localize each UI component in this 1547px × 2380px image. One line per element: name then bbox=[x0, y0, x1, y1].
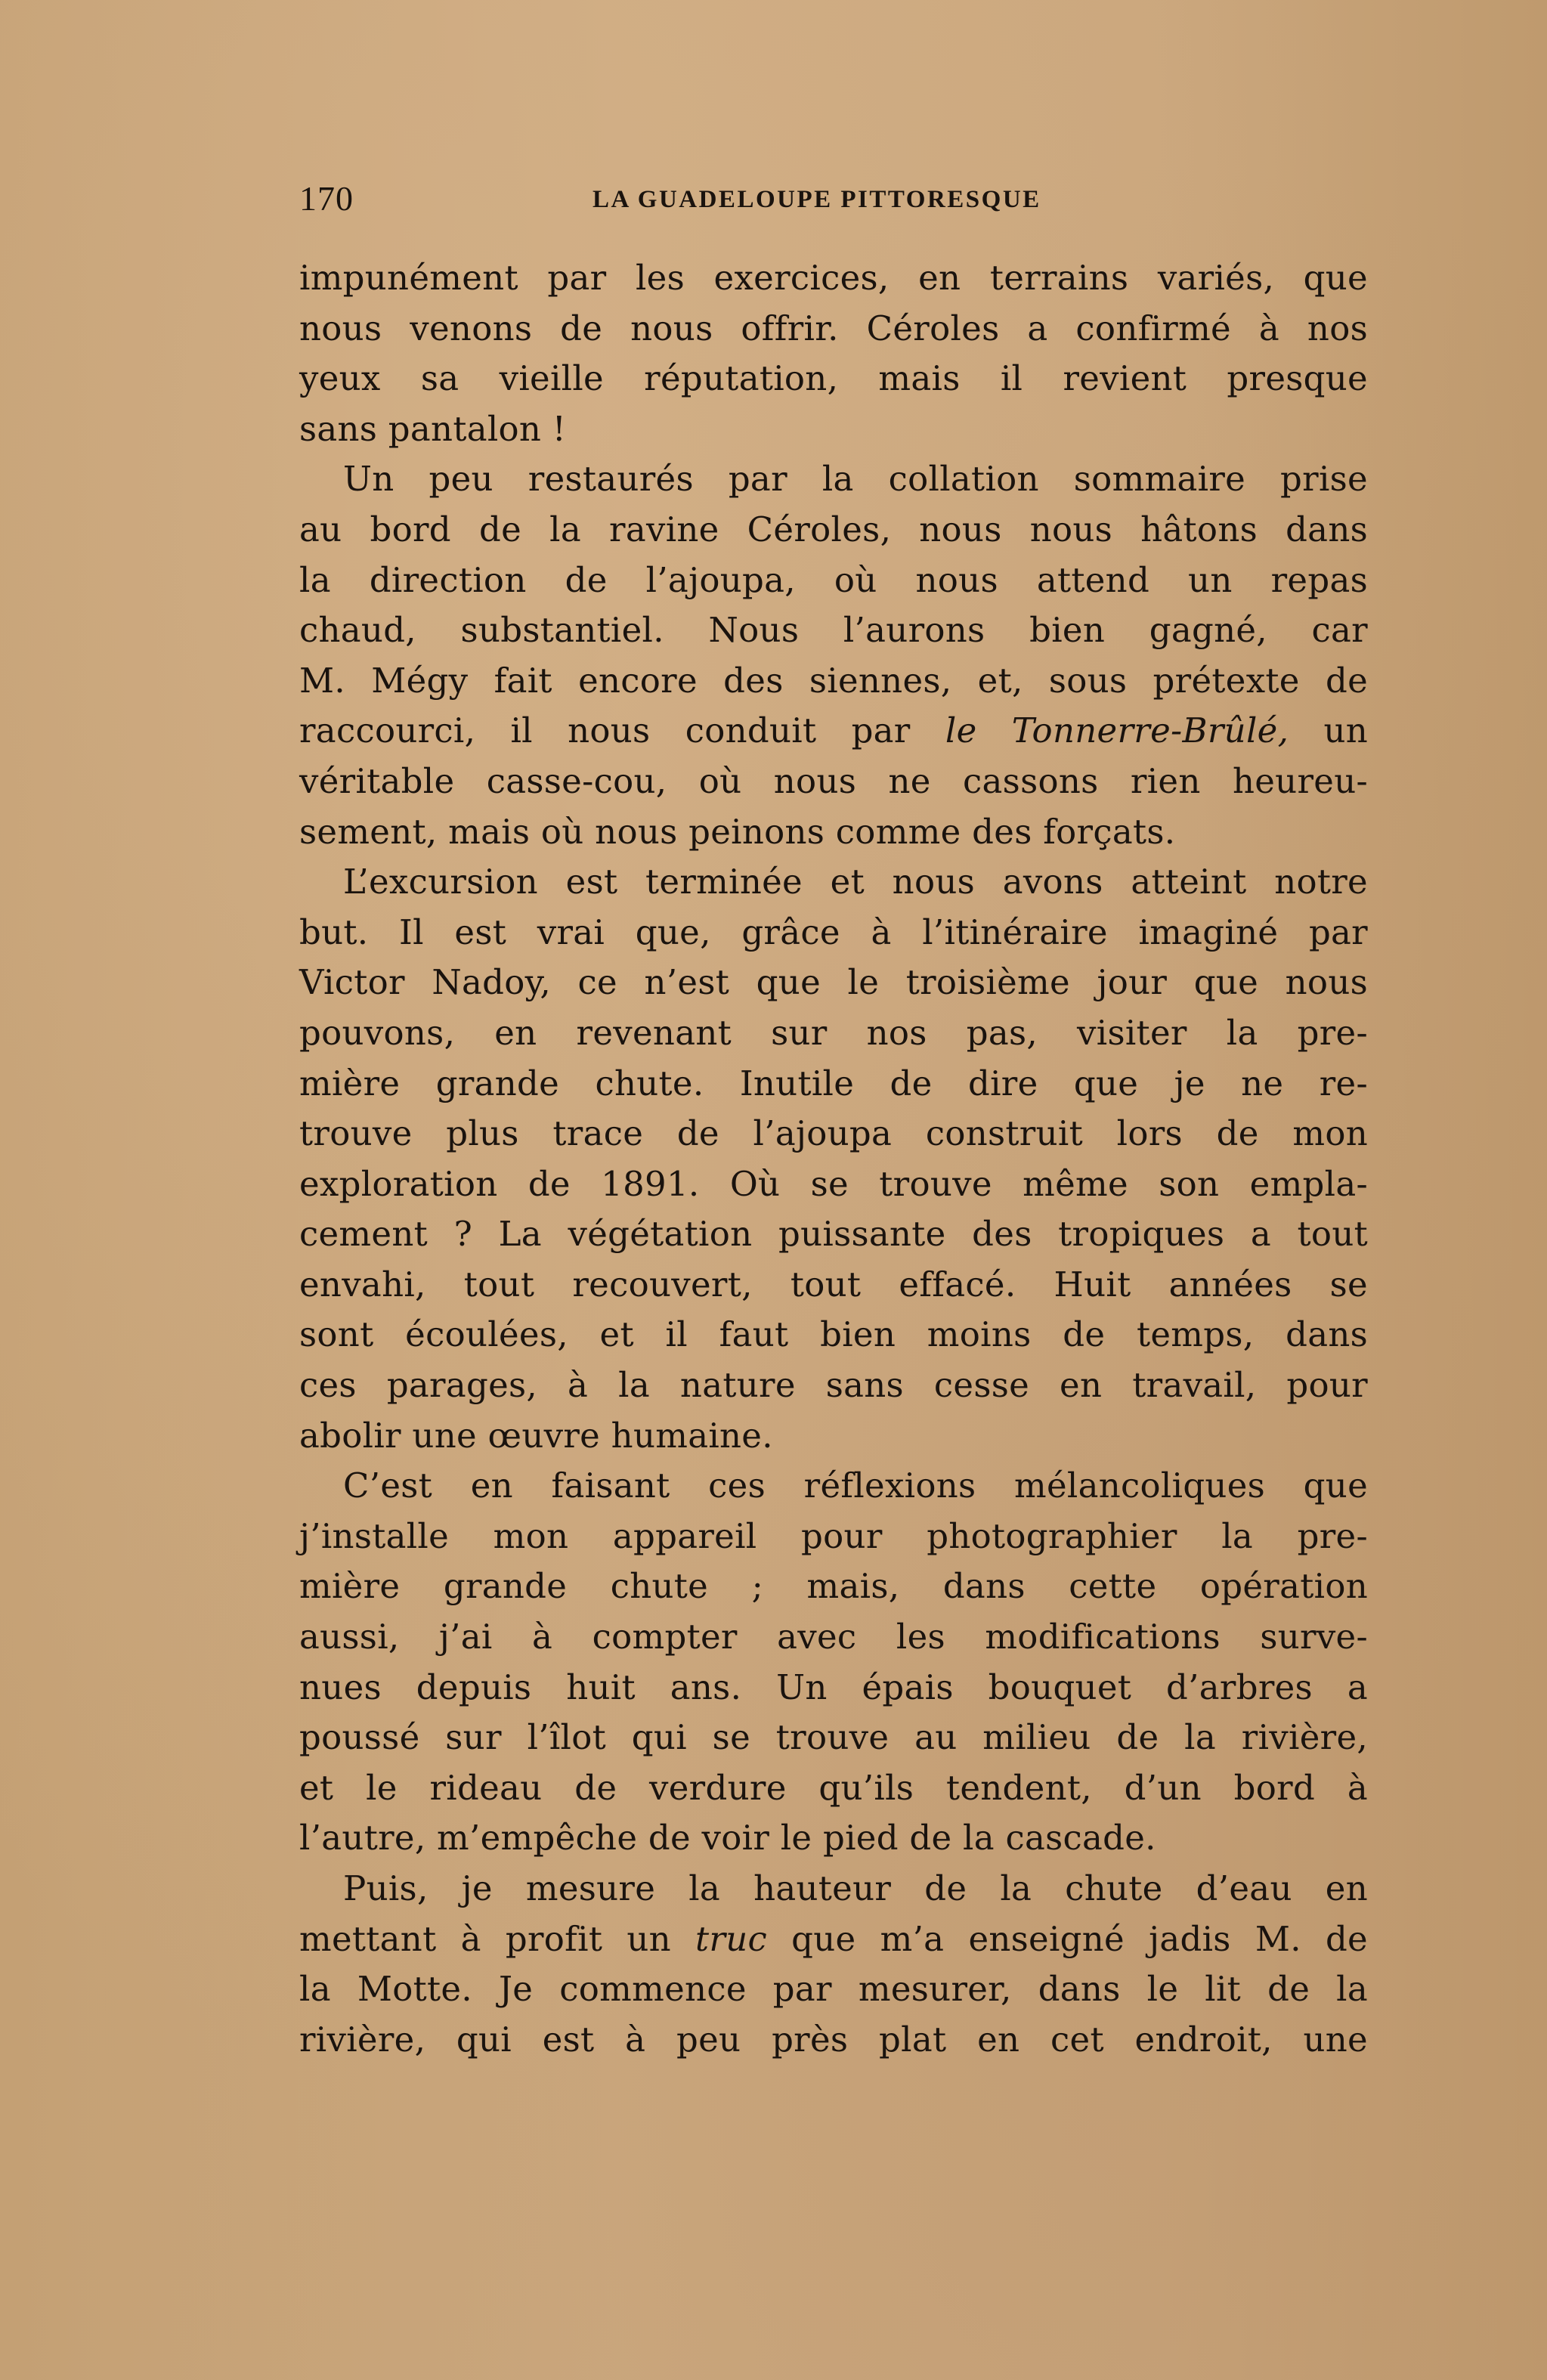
text-line: Victor Nadoy, ce n’est que le troisième jour que nous bbox=[299, 962, 1368, 1003]
text-line: envahi, tout recouvert, tout effacé. Huit années se bbox=[299, 1264, 1368, 1305]
text-line: exploration de 1891. Où se trouve même son empla- bbox=[299, 1163, 1368, 1204]
text-line: nous venons de nous offrir. Céroles a confirmé à nos bbox=[299, 308, 1368, 348]
line-text-pre: raccourci, il nous conduit par bbox=[299, 710, 945, 751]
text-line: sans pantalon ! bbox=[299, 408, 567, 449]
text-line: la direction de l’ajoupa, où nous attend un repas bbox=[299, 559, 1368, 600]
page-header bbox=[299, 176, 1372, 221]
text-line: et le rideau de verdure qu’ils tendent, d’un bord à bbox=[299, 1767, 1368, 1808]
text-line: chaud, substantiel. Nous l’aurons bien gagné, car bbox=[299, 610, 1368, 651]
text-line: véritable casse-cou, où nous ne cassons rien heureu- bbox=[299, 760, 1368, 801]
text-line: sont écoulées, et il faut bien moins de temps, dans bbox=[299, 1314, 1368, 1355]
body-text bbox=[299, 253, 1368, 2065]
text-line: l’autre, m’empêche de voir le pied de la cascade. bbox=[299, 1818, 1156, 1859]
text-line bbox=[299, 1914, 1368, 1965]
text-line: Un peu restaurés par la collation sommaire prise bbox=[343, 459, 1368, 500]
text-line: pouvons, en revenant sur nos pas, visiter la pre- bbox=[299, 1012, 1368, 1053]
text-line: rivière, qui est à peu près plat en cet endroit, une bbox=[299, 2019, 1368, 2060]
line-text-post: que m’a enseigné jadis M. de bbox=[767, 1918, 1368, 1959]
line-text-post: un bbox=[1289, 710, 1369, 751]
text-line: impunément par les exercices, en terrains variés, que bbox=[299, 258, 1368, 298]
text-line: la Motte. Je commence par mesurer, dans le lit de la bbox=[299, 1969, 1368, 2010]
place-name-italic: le Tonnerre-Brûlé, bbox=[945, 710, 1289, 751]
text-line: M. Mégy fait encore des siennes, et, sous prétexte de bbox=[299, 660, 1368, 701]
text-line: sement, mais où nous peinons comme des forçats. bbox=[299, 811, 1176, 852]
text-line: but. Il est vrai que, grâce à l’itinéraire imaginé par bbox=[299, 911, 1368, 952]
text-line bbox=[299, 706, 1368, 757]
text-line: cement ? La végétation puissante des tropiques a tout bbox=[299, 1214, 1368, 1255]
text-line: poussé sur l’îlot qui se trouve au milieu de la rivière, bbox=[299, 1717, 1368, 1758]
text-line: nues depuis huit ans. Un épais bouquet d’arbres a bbox=[299, 1667, 1368, 1707]
text-line: mière grande chute ; mais, dans cette opération bbox=[299, 1566, 1368, 1607]
text-line: j’installe mon appareil pour photographier la pre- bbox=[299, 1515, 1368, 1556]
text-line: Puis, je mesure la hauteur de la chute d’eau en bbox=[343, 1868, 1368, 1908]
running-title: LA GUADELOUPE PITTORESQUE bbox=[593, 186, 1041, 213]
italic-word: truc bbox=[695, 1918, 768, 1959]
line-text-pre: mettant à profit un bbox=[299, 1918, 696, 1959]
text-line: ces parages, à la nature sans cesse en travail, pour bbox=[299, 1365, 1368, 1406]
text-line: abolir une œuvre humaine. bbox=[299, 1415, 773, 1456]
text-line: trouve plus trace de l’ajoupa construit lors de mon bbox=[299, 1113, 1368, 1154]
text-line: mière grande chute. Inutile de dire que je ne re- bbox=[299, 1063, 1368, 1103]
text-line: yeux sa vieille réputation, mais il revient presque bbox=[299, 358, 1368, 399]
text-line: L’excursion est terminée et nous avons atteint notre bbox=[343, 862, 1368, 902]
text-line: aussi, j’ai à compter avec les modifications surve- bbox=[299, 1617, 1368, 1657]
page-number: 170 bbox=[299, 179, 354, 218]
text-line: C’est en faisant ces réflexions mélancoliques que bbox=[343, 1465, 1368, 1506]
text-line: au bord de la ravine Céroles, nous nous hâtons dans bbox=[299, 509, 1368, 549]
